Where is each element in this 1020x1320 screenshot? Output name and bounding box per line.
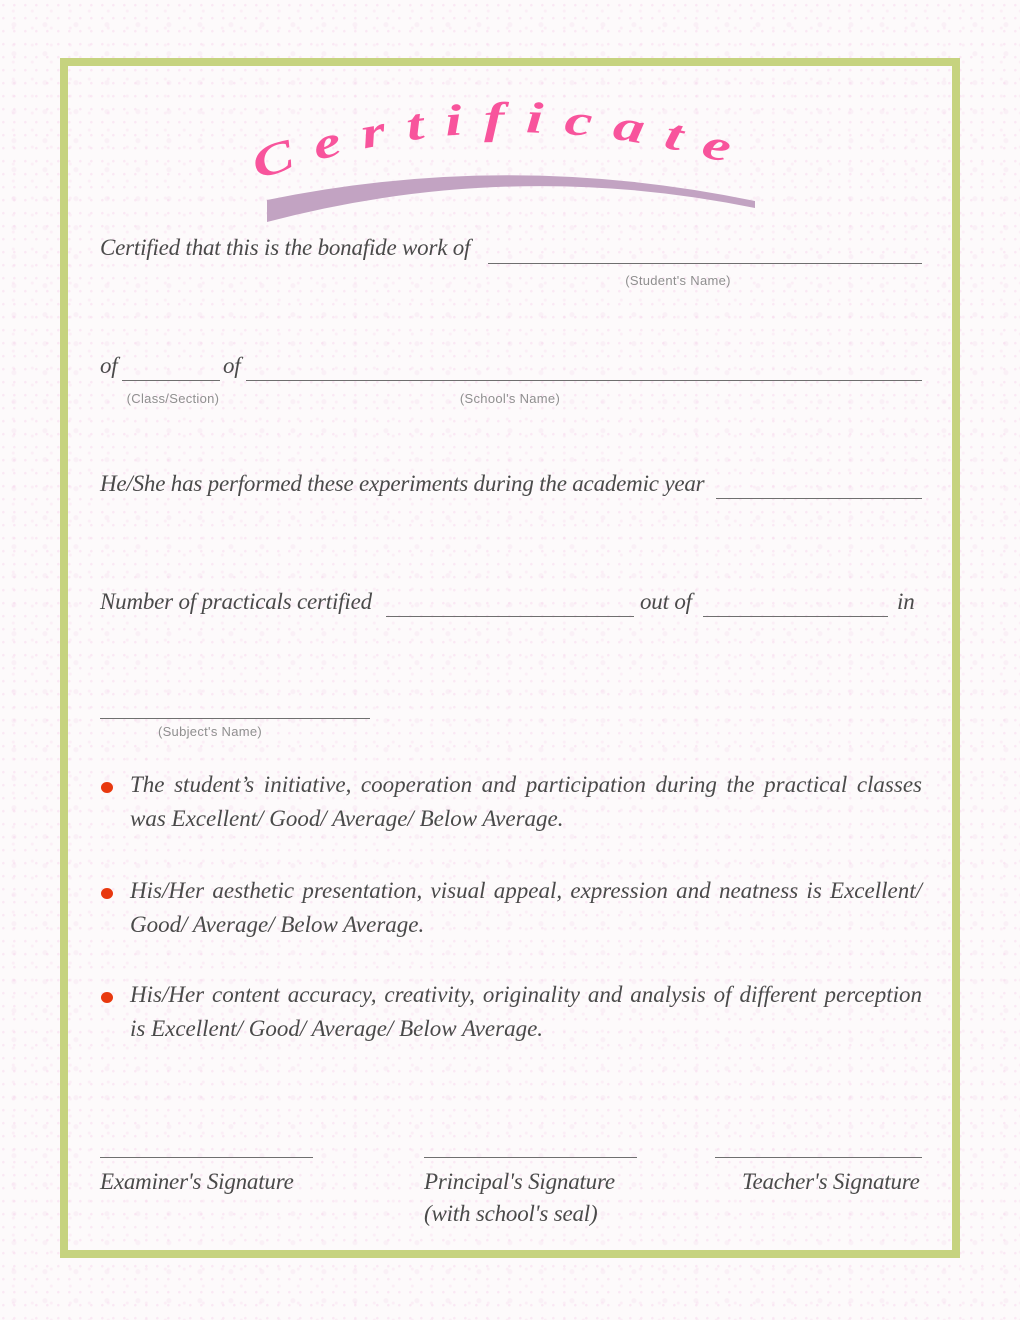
class-section-hint: (Class/Section): [126, 391, 220, 406]
bullet-item-initiative: The student’s initiative, cooperation and participation during the practical classes was Excellent/ Good/ Average/ Below Average.: [130, 772, 922, 831]
bullet-item-aesthetic: His/Her aesthetic presentation, visual appeal, expression and neatness is Excellent/ Good/ Average/ Below Average.: [130, 878, 922, 937]
practicals-certified-field: [386, 616, 634, 617]
line4-prefix: Number of practicals certified: [100, 589, 372, 614]
examiner-signature-line: [100, 1157, 313, 1158]
principal-seal-note: (with school's seal): [424, 1201, 598, 1226]
bullet-icon: [101, 888, 113, 899]
subject-name-field: [100, 718, 370, 719]
swoosh-underline: [267, 175, 755, 222]
line4-suffix: in: [897, 589, 915, 614]
bullet-item-content: His/Her content accuracy, creativity, originality and analysis of different perception is Excellent/ Good/ Average/ Below Average.: [130, 982, 922, 1041]
line4-mid: out of: [640, 589, 692, 614]
line1-text: Certified that this is the bonafide work of: [100, 235, 471, 260]
bullet-icon: [101, 992, 113, 1003]
principal-signature-label: Principal's Signature: [424, 1169, 615, 1194]
page-title: Certificate: [245, 93, 744, 189]
principal-signature-line: [424, 1157, 637, 1158]
line3-text: He/She has performed these experiments during the academic year: [100, 471, 705, 496]
practicals-total-field: [703, 616, 888, 617]
class-section-field: [122, 380, 220, 381]
academic-year-field: [716, 498, 922, 499]
school-name-hint: (School's Name): [459, 391, 561, 406]
line2-of2: of: [223, 353, 241, 378]
certificate-title-art: [230, 72, 790, 232]
line2-of1: of: [100, 353, 118, 378]
student-name-hint: (Student's Name): [625, 273, 731, 288]
examiner-signature-label: Examiner's Signature: [100, 1169, 294, 1194]
student-name-field: [488, 263, 922, 264]
teacher-signature-line: [715, 1157, 922, 1158]
subject-name-hint: (Subject's Name): [157, 724, 263, 739]
teacher-signature-label: Teacher's Signature: [742, 1169, 920, 1194]
bullet-icon: [101, 782, 113, 793]
school-name-field: [246, 380, 922, 381]
